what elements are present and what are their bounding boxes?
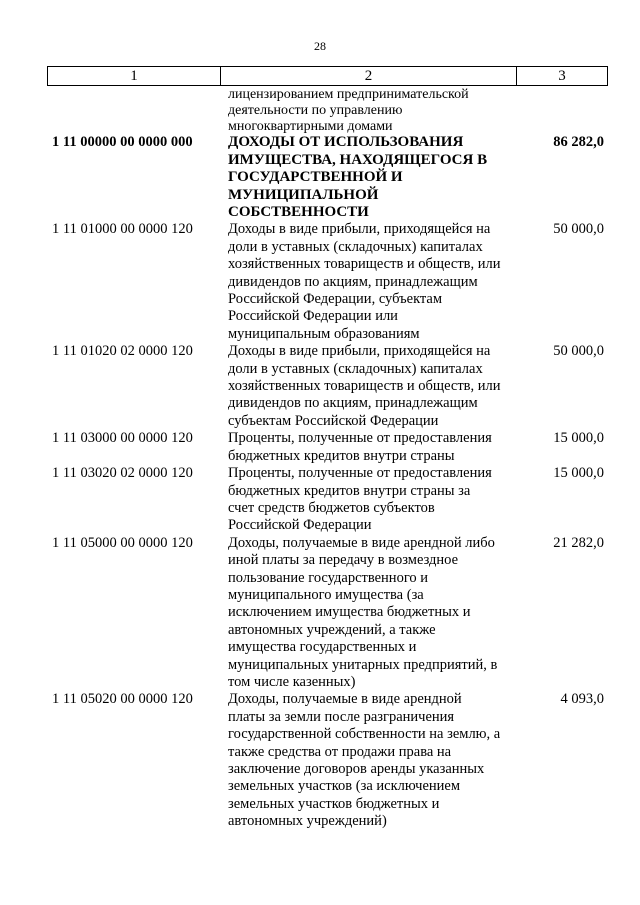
table-row: [47, 343, 608, 430]
row-code: 1 11 00000 00 0000 000: [52, 134, 193, 151]
row-name: Доходы в виде прибыли, приходящейся на доли в уставных (складочных) капиталах хозяйственных товариществ и обществ, или дивидендов по акциям, принадлежащим Российской Федерации, субъектам Российской Федерации или муниципальным образованиям: [228, 221, 501, 342]
header-col-1: 1: [48, 67, 221, 85]
page-number: 28: [314, 39, 326, 53]
row-amount: 15 000,0: [553, 465, 604, 482]
row-code: 1 11 03020 02 0000 120: [52, 465, 193, 482]
row-name: Доходы, получаемые в виде арендной платы за земли после разграничения государственной собственности на землю, а также средства от продажи права на заключение договоров аренды указанных земельных участков (за исключением земельных участков бюджетных и автономных учреждений): [228, 691, 501, 830]
header-col-3: 3: [558, 68, 566, 84]
row-code: 1 11 01000 00 0000 120: [52, 221, 193, 238]
table-row: [47, 221, 608, 343]
row-code: 1 11 05020 00 0000 120: [52, 691, 193, 708]
table-row: [47, 465, 608, 535]
header-col-2: 2: [221, 67, 517, 85]
table-row: [47, 87, 608, 134]
row-amount: 15 000,0: [553, 430, 604, 447]
row-code: 1 11 03000 00 0000 120: [52, 430, 193, 447]
row-name: Доходы в виде прибыли, приходящейся на доли в уставных (складочных) капиталах хозяйственных товариществ и обществ, или дивидендов по акциям, принадлежащим субъектам Российской Федерации: [228, 343, 501, 429]
row-name: лицензированием предпринимательской деятельности по управлению многоквартирными домами: [228, 87, 469, 134]
row-name: Проценты, полученные от предоставления бюджетных кредитов внутри страны: [228, 430, 492, 464]
row-code: 1 11 05000 00 0000 120: [52, 534, 193, 551]
row-amount: 50 000,0: [553, 343, 604, 360]
row-name: Доходы, получаемые в виде арендной либо иной платы за передачу в возмездное пользование государственного и муниципального имущества (за исключением имущества бюджетных и автономных учреждений, а также имущества государственных и муниципальных унитарных предприятий, в том числе казенных): [228, 534, 498, 690]
table-row: [47, 134, 608, 221]
row-code: 1 11 01020 02 0000 120: [52, 343, 193, 360]
row-name: Проценты, полученные от предоставления бюджетных кредитов внутри страны за счет средств бюджетов субъектов Российской Федерации: [228, 465, 492, 534]
table-header-row: [47, 66, 608, 86]
budget-table-body: [47, 87, 608, 831]
table-row: [47, 535, 608, 692]
row-amount: 86 282,0: [553, 134, 604, 151]
table-row: [47, 430, 608, 465]
row-code: [47, 87, 228, 134]
table-row: [47, 691, 608, 830]
row-amount: 4 093,0: [560, 691, 604, 708]
row-amount: [528, 87, 608, 134]
row-amount: 21 282,0: [553, 534, 604, 551]
row-amount: 50 000,0: [553, 221, 604, 238]
row-name: ДОХОДЫ ОТ ИСПОЛЬЗОВАНИЯ ИМУЩЕСТВА, НАХОДЯЩЕГОСЯ В ГОСУДАРСТВЕННОЙ И МУНИЦИПАЛЬНОЙ СОБСТВЕННОСТИ: [228, 134, 488, 221]
